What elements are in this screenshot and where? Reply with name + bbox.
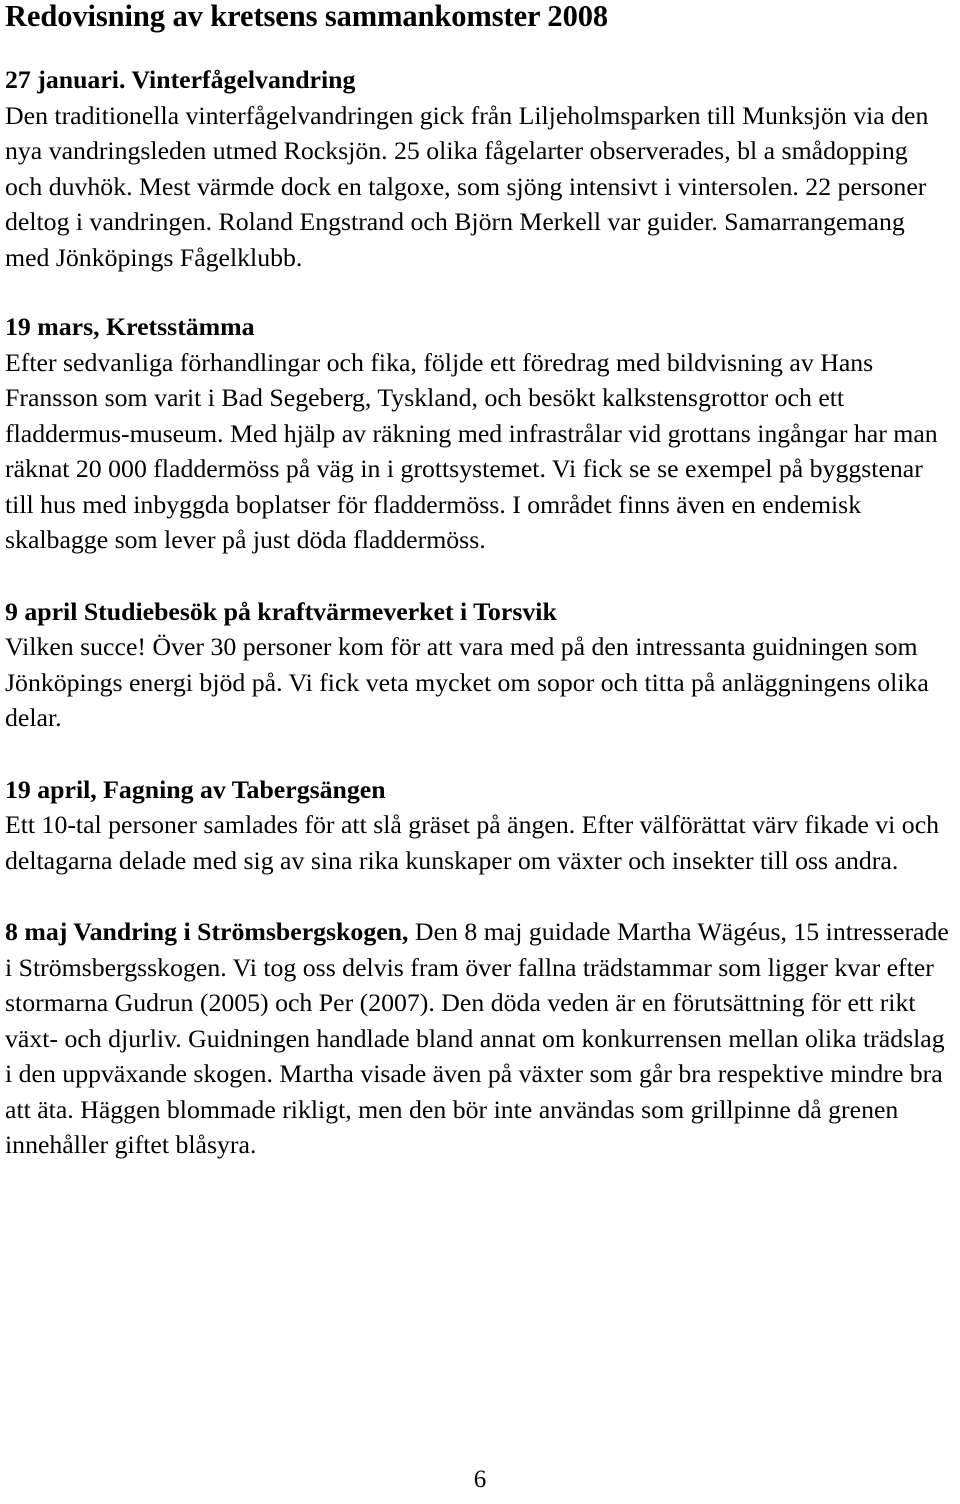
section-body: Den traditionella vinterfågelvandringen gick från Liljeholmsparken till Munksjön via den nya vandringsleden utmed Rocksjön. 25 olika fågelarter observerades, bl a smådopping och duvhök. Mest värmde dock en talgoxe, som sjöng intensivt i vintersolen. 22 personer deltog i vandringen. Roland Engstrand och Björn Merkell var guider. Samarrangemang med Jönköpings Fågelklubb.: [5, 100, 929, 272]
section-body: Vilken succe! Över 30 personer kom för att vara med på den intressanta guidningen som Jönköpings energi bjöd på. Vi fick veta mycket om sopor och titta på anläggningens olika delar.: [5, 632, 929, 732]
section-heading: 8 maj Vandring i Strömsbergskogen,: [5, 917, 409, 946]
document-title: Redovisning av kretsens sammankomster 2008: [5, 0, 609, 33]
section-vinterfagelvandring: [5, 62, 950, 275]
page-number: 6: [473, 1466, 487, 1493]
section-body: Ett 10-tal personer samlades för att slå gräset på ängen. Efter välförättat värv fikade vi och deltagarna delade med sig av sina rika kunskaper om växter och insekter till oss andra.: [5, 810, 940, 875]
section-body: Efter sedvanliga förhandlingar och fika, följde ett föredrag med bildvisning av Hans Fransson som varit i Bad Segeberg, Tyskland, och besökt kalkstensgrottor och ett fladdermus-museum. Med hjälp av räkning med infrastrålar vid grottans ingångar har man räknat 20 000 fladdermöss på väg in i grottsystemet. Vi fick se se exempel på byggstenar till hus med inbyggda boplatser för fladdermöss. I området finns även en endemisk skalbagge som lever på just döda fladdermöss.: [5, 347, 938, 554]
section-heading: 27 januari. Vinterfågelvandring: [5, 65, 356, 94]
section-heading: 19 mars, Kretsstämma: [5, 312, 255, 341]
section-studiebesok: [5, 594, 950, 736]
section-vandring-stromsbergskogen: [5, 914, 950, 1163]
section-heading: 9 april Studiebesök på kraftvärmeverket i Torsvik: [5, 596, 557, 626]
document-page: [5, 0, 950, 1163]
section-kretsstamma: [5, 309, 950, 558]
section-fagning: [5, 772, 950, 879]
section-heading: 19 april, Fagning av Tabergsängen: [5, 774, 386, 804]
section-body: Den 8 maj guidade Martha Wägéus, 15 intresserade i Strömsbergsskogen. Vi tog oss delvis fram över fallna trädstammar som ligger kvar efter stormarna Gudrun (2005) och Per (2007). Den döda veden är en förutsättning för ett rikt växt- och djurliv. Guidningen handlade bland annat om konkurrensen mellan olika trädslag i den uppväxande skogen. Martha visade även på växter som går bra respektive mindre bra att äta. Häggen blommade rikligt, men den bör inte användas som grillpinne då grenen innehåller giftet blåsyra.: [5, 917, 949, 1159]
